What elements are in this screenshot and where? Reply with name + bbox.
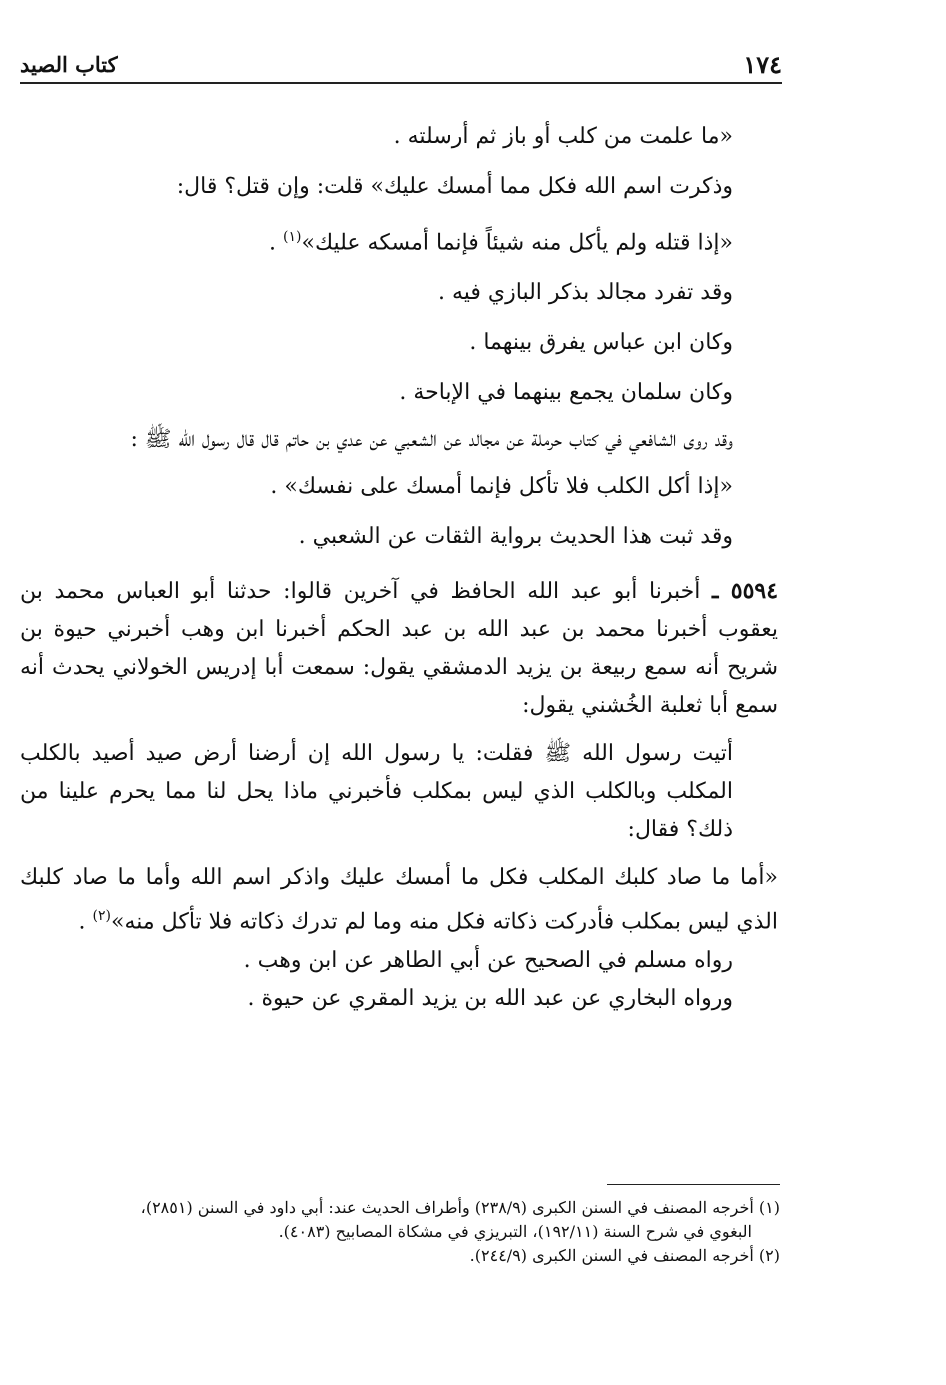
hadith-text <box>20 859 778 941</box>
paragraph: أتيت رسول الله ﷺ فقلت: يا رسول الله إن أرضنا أرض صيد أصيد بالكلب المكلب وبالكلب الذي ليس بمكلب فأخبرني ماذا يحل لنا مما يحرم علينا من ذلك؟ فقال: <box>20 741 733 843</box>
footnote-divider <box>607 1184 780 1185</box>
quote-text: «أما ما صاد كلبك المكلب فكل ما أمسك عليك واذكر اسم الله وأما ما صاد كلبك الذي ليس بمكلب فأدركت ذكاته فكل منه وما لم تدرك ذكاته فلا تأكل منه» <box>20 865 778 935</box>
paragraph: «إذا أكل الكلب فلا تأكل فإنما أمسك على نفسك» . <box>270 474 733 500</box>
paragraph: وقد روى الشافعي في كتاب حرملة عن مجالد عن الشعبي عن عدي بن حاتم قال قال رسول الله ﷺ : <box>130 427 733 453</box>
hadith-number: ٥٥٩٤ ـ <box>711 578 779 605</box>
main-text <box>20 112 778 1018</box>
paragraph: وكان سلمان يجمع بينهما في الإباحة . <box>399 380 733 406</box>
hadith-isnad <box>20 572 778 725</box>
period: . <box>78 909 86 935</box>
quote-text: «إذا قتله ولم يأكل منه شيئاً فإنما أمسكه عليك» <box>301 230 733 256</box>
footnote-ref[interactable]: (١) <box>283 229 302 245</box>
footnote-1: (١) أخرجه المصنف في السنن الكبرى (٢٣٨/٩) وأطراف الحديث عند: أبي داود في السنن (٢٨٥١)، <box>140 1198 780 1217</box>
isnad-text: أخبرنا أبو عبد الله الحافظ في آخرين قالوا: حدثنا أبو العباس محمد بن يعقوب أخبرنا محمد بن عبد الله بن عبد الحكم أخبرنا ابن وهب أخبرني حيوة بن شريح أنه سمع ربيعة بن يزيد الدمشقي يقول: سمعت أبا إدريس الخولاني يحدث أنه سمع أبا ثعلبة الخُشني يقول: <box>20 579 778 719</box>
period: . <box>269 230 277 256</box>
paragraph: وكان ابن عباس يفرق بينهما . <box>469 330 733 356</box>
page-header <box>20 42 782 84</box>
paragraph: «ما علمت من كلب أو باز ثم أرسلته . <box>393 124 733 149</box>
paragraph <box>20 212 778 268</box>
paragraph: وذكرت اسم الله فكل مما أمسك عليك» قلت: وإن قتل؟ قال: <box>176 174 733 199</box>
footnote-2: (٢) أخرجه المصنف في السنن الكبرى (٢٤٤/٩). <box>469 1246 780 1265</box>
running-title: كتاب الصيد <box>20 52 118 77</box>
footnote-ref[interactable]: (٢) <box>92 908 112 925</box>
paragraph: رواه مسلم في الصحيح عن أبي الطاهر عن ابن وهب . <box>243 947 733 973</box>
paragraph: وقد تفرد مجالد بذكر البازي فيه . <box>437 280 733 306</box>
page-number: ١٧٤ <box>743 50 782 79</box>
footnotes <box>20 1196 780 1268</box>
paragraph: وقد ثبت هذا الحديث برواية الثقات عن الشعبي . <box>298 524 733 550</box>
paragraph: ورواه البخاري عن عبد الله بن يزيد المقري عن حيوة . <box>247 985 733 1011</box>
footnote-1-continued: البغوي في شرح السنة (١٩٢/١١)، التبريزي في مشكاة المصابيح (٤٠٨٣). <box>278 1222 752 1241</box>
